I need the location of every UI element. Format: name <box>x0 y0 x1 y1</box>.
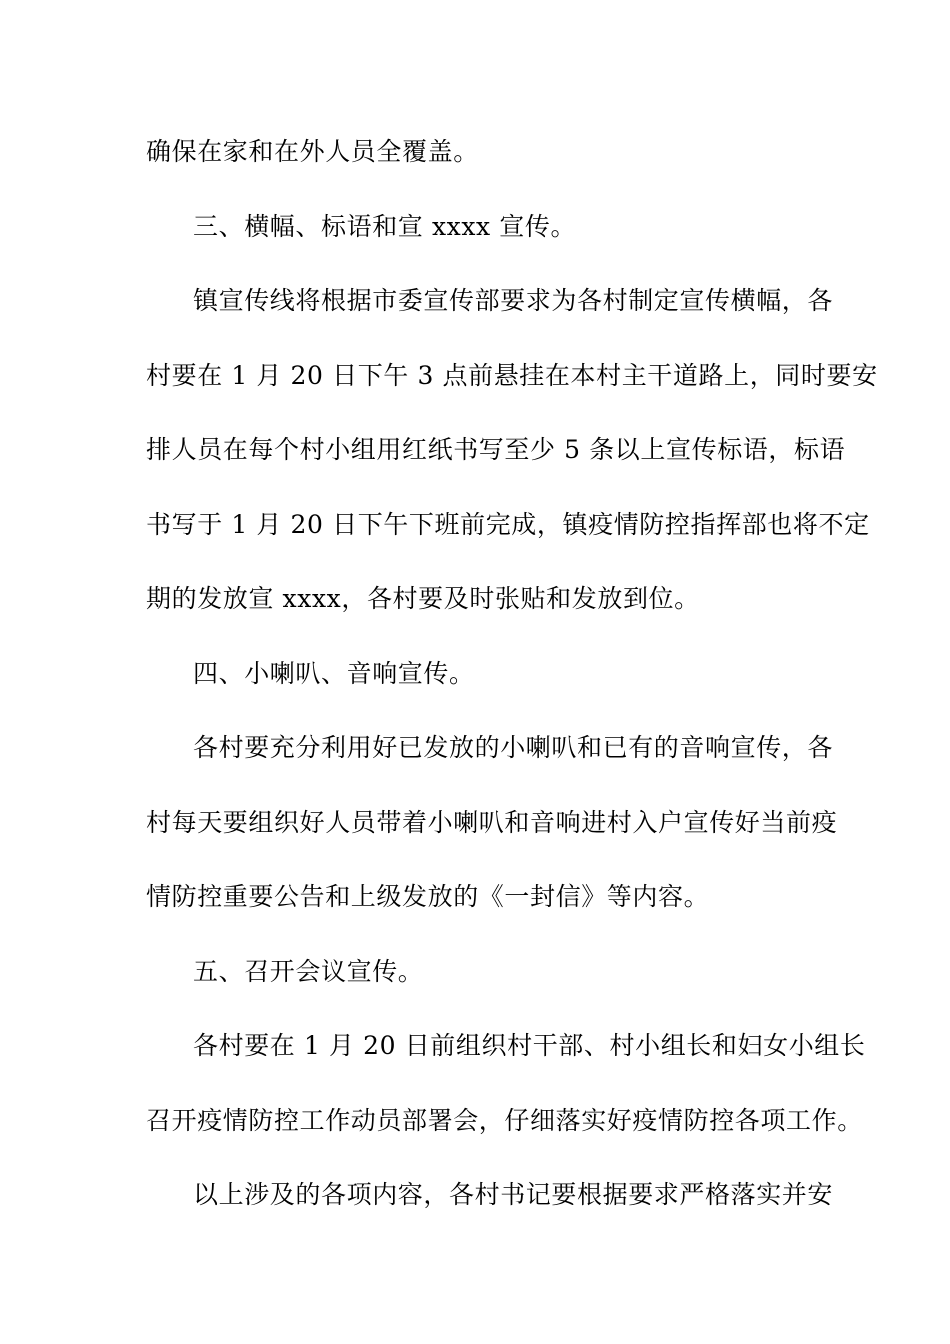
body-text-line: 确保在家和在外人员全覆盖。 <box>146 137 479 166</box>
body-text-line: 召开疫情防控工作动员部署会，仔细落实好疫情防控各项工作。 <box>146 1106 863 1135</box>
body-text-line: 村每天要组织好人员带着小喇叭和音响进村入户宣传好当前疫 <box>146 808 838 837</box>
paragraph-first-line: 以上涉及的各项内容，各村书记要根据要求严格落实并安 <box>193 1180 834 1209</box>
paragraph-first-line: 镇宣传线将根据市委宣传部要求为各村制定宣传横幅，各 <box>193 286 834 315</box>
body-text-line: 排人员在每个村小组用红纸书写至少 5 条以上宣传标语，标语 <box>146 435 846 464</box>
body-text-line: 书写于 1 月 20 日下午下班前完成，镇疫情防控指挥部也将不定 <box>146 510 870 539</box>
section-heading-five: 五、召开会议宣传。 <box>193 957 424 986</box>
paragraph-first-line: 各村要在 1 月 20 日前组织村干部、村小组长和妇女小组长 <box>193 1031 866 1060</box>
section-heading-three: 三、横幅、标语和宣 xxxx 宣传。 <box>193 212 577 241</box>
body-text-line: 情防控重要公告和上级发放的《一封信》等内容。 <box>146 882 710 911</box>
paragraph-first-line: 各村要充分利用好已发放的小喇叭和已有的音响宣传，各 <box>193 733 834 762</box>
body-text-line: 期的发放宣 xxxx，各村要及时张贴和发放到位。 <box>146 584 700 613</box>
body-text-line: 村要在 1 月 20 日下午 3 点前悬挂在本村主干道路上，同时要安 <box>146 361 878 390</box>
section-heading-four: 四、小喇叭、音响宣传。 <box>193 659 475 688</box>
